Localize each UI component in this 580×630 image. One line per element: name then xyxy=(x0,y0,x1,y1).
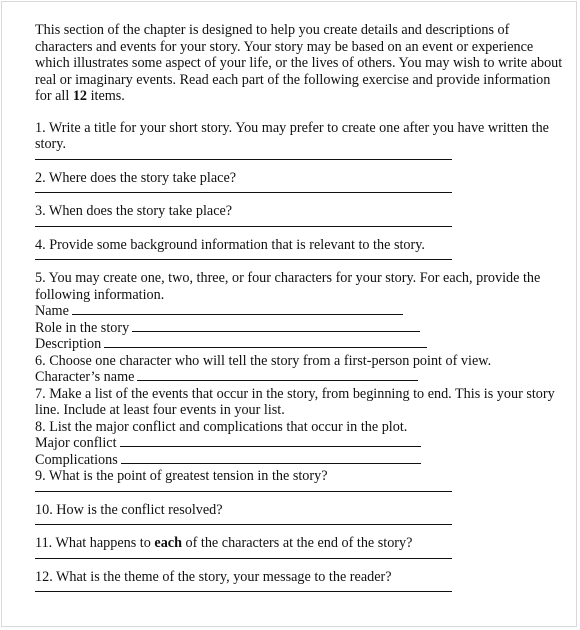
field-major-conflict xyxy=(35,435,565,452)
answer-line-3[interactable] xyxy=(35,226,452,227)
field-major-conflict-label: Major conflict xyxy=(35,435,117,451)
question-11-text: 11. What happens to xyxy=(35,535,155,551)
field-name-label: Name xyxy=(35,303,69,319)
field-role-label: Role in the story xyxy=(35,319,130,336)
answer-line-1[interactable] xyxy=(35,159,452,160)
intro-paragraph xyxy=(35,22,565,105)
answer-line-10[interactable] xyxy=(35,524,452,525)
question-11 xyxy=(35,535,565,552)
question-1: 1. Write a title for your short story. You may prefer to create one after you have written the story. xyxy=(35,119,549,152)
field-complications-label: Complications xyxy=(35,451,118,468)
field-complications xyxy=(35,452,565,469)
field-description xyxy=(35,336,565,353)
field-complications-blank[interactable] xyxy=(121,452,421,464)
document-page xyxy=(1,1,577,627)
intro-item-count: 12 xyxy=(72,88,88,104)
field-description-label: Description xyxy=(35,336,102,352)
question-3: 3. When does the story take place? xyxy=(35,203,233,219)
question-9: 9. What is the point of greatest tension in the story? xyxy=(35,468,328,484)
field-role-blank[interactable] xyxy=(132,320,420,332)
intro-text: This section of the chapter is designed to help you create details and descriptions of characters and events for your story. Your story may be based on an event or experience which illustrates some aspect of your life, or the lives of others. You may wish to write about real or imaginary events. Read each part of the following exercise and provide information for all xyxy=(35,22,563,104)
question-11-text-end: of the characters at the end of the story? xyxy=(181,535,413,551)
intro-text-end: items. xyxy=(87,88,125,104)
field-character-name xyxy=(35,369,565,386)
worksheet-content xyxy=(35,22,565,602)
field-name xyxy=(35,303,565,320)
question-7: 7. Make a list of the events that occur in the story, from beginning to end. This is your story line. Include at least four events in your list. xyxy=(35,385,555,418)
question-8: 8. List the major conflict and complications that occur in the plot. xyxy=(35,418,408,435)
question-5: 5. You may create one, two, three, or four characters for your story. For each, provide the following information. xyxy=(35,270,541,303)
answer-line-9[interactable] xyxy=(35,491,452,492)
question-11-emphasis: each xyxy=(154,535,182,551)
field-major-conflict-blank[interactable] xyxy=(120,435,421,447)
field-description-blank[interactable] xyxy=(104,336,427,348)
question-2: 2. Where does the story take place? xyxy=(35,169,237,186)
field-role xyxy=(35,320,565,337)
question-6: 6. Choose one character who will tell the story from a first-person point of view. xyxy=(35,352,492,369)
answer-line-11[interactable] xyxy=(35,558,452,559)
question-10: 10. How is the conflict resolved? xyxy=(35,501,223,518)
field-character-name-label: Character’s name xyxy=(35,369,135,385)
answer-line-12[interactable] xyxy=(35,591,452,592)
question-12: 12. What is the theme of the story, your message to the reader? xyxy=(35,568,392,585)
answer-line-4[interactable] xyxy=(35,259,452,260)
field-name-blank[interactable] xyxy=(72,303,403,315)
answer-line-2[interactable] xyxy=(35,192,452,193)
field-character-name-blank[interactable] xyxy=(137,369,418,381)
question-4: 4. Provide some background information that is relevant to the story. xyxy=(35,236,425,253)
